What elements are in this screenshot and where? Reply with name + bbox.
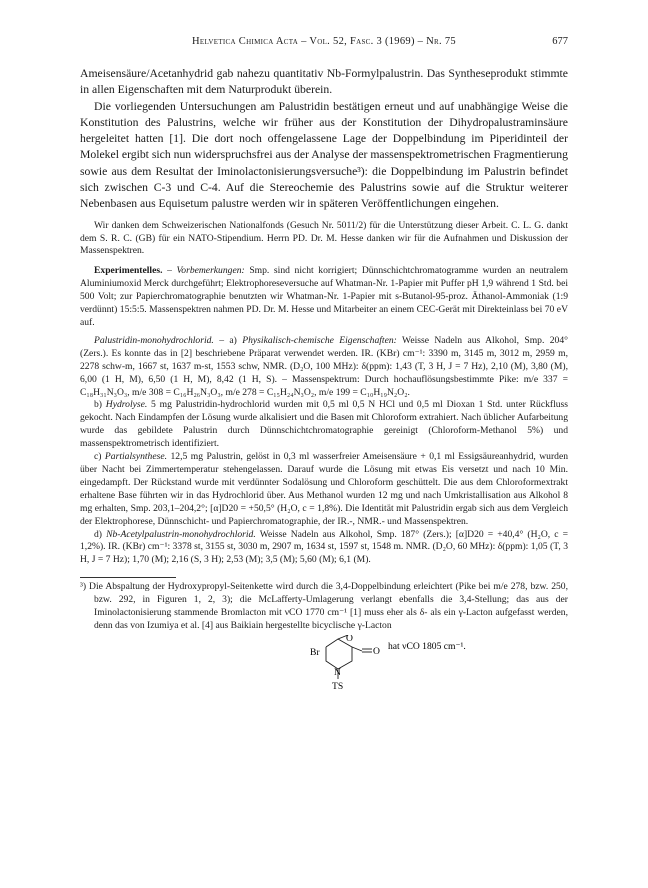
footnote [80, 581, 568, 633]
paragraph-1: Ameisensäure/Acetanhydrid gab nahezu quantitativ Nb-Formylpalustrin. Das Syntheseprodukt stimmte in allen Eigenschaften mit dem Naturprodukt überein. [80, 67, 568, 97]
section-sub-label: b) [94, 399, 102, 411]
experimental-heading: Experimentelles. [94, 265, 163, 277]
bromine-label: Br [310, 646, 320, 658]
acknowledgement: Wir danken dem Schweizerischen Nationalfonds (Gesuch Nr. 5011/2) für die Unterstützung dieser Arbeit. C. L. G. dankt dem S. R. C. (GB) für ein NATO-Stipendium. Herrn PD. Dr. M. Hesse danken wir für die Aufnahmen und Diskussion der Massenspektren. [80, 219, 568, 257]
section-sub-title: Nb-Acetylpalustrin-monohydrochlorid. [106, 528, 256, 540]
section-text: 12,5 mg Palustrin, gelöst in 0,3 ml wasserfreier Ameisensäure + 0,1 ml Essigsäureanhydrid, wurden über Nacht bei Zimmertemperatur stehengelassen. Darauf wurde die Lösung mit etwas Eis versetzt und nach 10 Min. eingedampft. Der Rückstand wurde mit verdünnter Sodalösung und Chloroform geschüttelt. Die aus dem Chloroformextrakt erhaltene Base führten wir in das Hydrochlorid über. Aus Methanol wurden 12 mg und nach Umkristallisation aus Alkohol 8 mg erhalten, Smp. 203,1–204,2°; [α]D20 = +50,5° (H₂O, c = 1,8%). Die Identität mit Palustridin ergab sich aus dem Vergleich der Elektrophorese, Dünnschicht- und Papierchromatographie, der IR.-, NMR.- und Massenspektren. [80, 451, 569, 527]
footnote-rule [80, 577, 176, 578]
bicyclic-lactone-structure [80, 635, 568, 695]
ring-oxygen-label: O [346, 634, 353, 644]
section-title: Palustridin-monohydrochlorid. [94, 334, 214, 346]
section-sub-label: c) [94, 451, 102, 463]
section-text: Weisse Nadeln aus Alkohol, Smp. 187° (Zers.); [α]D20 = +40,4° (H₂O, c = 1,2%). IR. (KBr) cm⁻¹: 3378 st, 3155 st, 3030 m, 2907 m, 1634 st, 1597 st, 1548 m. NMR. (D₂O, 60 MHz): δ(ppm): 1,05 (T, 3 H, J = 7 Hz); 1,70 (M); 2,16 (S, 3 H); 2,53 (M); 3,5 (M); 5,60 (M); 6,1 (M). [80, 528, 569, 566]
section-sub-title: Hydrolyse. [105, 399, 148, 411]
footnote-marker: ³) [80, 581, 87, 593]
section-text: 5 mg Palustridin-hydrochlorid wurden mit 0,5 ml 0,5 N HCl und 0,5 ml Dioxan 1 Std. unter Rückfluss gekocht. Nach Eindampfen der Lösung wurde alkalisiert und die Basen mit Chloroform extrahiert. Nach üblicher Aufarbeitung wurde das gebildete Palustrin durch Dünnschichtchromatographie gereinigt (Chloroform-Methanol 5%) und massenspektrometrisch identifiziert. [80, 399, 568, 450]
preliminary-label: Vorbemerkungen: [176, 265, 245, 277]
main-text [80, 66, 568, 213]
section-sub-label: d) [94, 528, 102, 540]
experimental-section [80, 265, 568, 567]
preliminary-text: Smp. sind nicht korrigiert; Dünnschichtchromatogramme wurden an neutralem Aluminiumoxid Merck durchgeführt; Elektrophoreseversuche auf Whatman-Nr. 1-Papier mit Puffer pH 1,9 während 1 Std. bei 500 Volt; zur Papierchromatographie benutzten wir Whatman-Nr. 1-Papier mit s-Butanol-95-proz. Äthanol-Ammoniak (1:9 verdünnt) 15:5:5. Massenspektren nahmen PD. Dr. M. Hesse und Mitarbeiter an einem CEC-Gerät mit Direkteinlass bei 70 eV auf. [80, 265, 568, 329]
lactone-structure-row [80, 635, 568, 695]
tosyl-label: TS [332, 680, 344, 692]
experimental-intro: Experimentelles. – Vorbemerkungen: Smp. sind nicht korrigiert; Dünnschichtchromatogramme wurden an neutralem Aluminiumoxid Merck durchgeführt; Elektrophoreseversuche auf Whatman-Nr. 1-Papier mit Puffer pH 1,9 während 1 Std. bei 500 Volt; zur Papierchromatographie benutzten wir Whatman-Nr. 1-Papier mit s-Butanol-95-proz. Äthanol-Ammoniak (1:9 verdünnt) 15:5:5. Massenspektren nahmen PD. Dr. M. Hesse und Mitarbeiter an einem CEC-Gerät mit Direkteinlass bei 70 eV auf. [80, 265, 568, 329]
section-sub-title: Partialsynthese. [104, 451, 168, 463]
footnote-tail: hat νCO 1805 cm⁻¹. [388, 640, 466, 652]
footnote-text: Die Abspaltung der Hydroxypropyl-Seitenkette wird durch die 3,4-Doppelbindung erleichtert (Pike bei m/e 278, bzw. 250, bzw. 292, in Figuren 1, 2, 3); die McLafferty-Umlagerung verlangt ebenfalls die 3,4-Stellung; das aus der Iminolactonisierung stammende Bromlacton mit νCO 1770 cm⁻¹ [1] muss eher als δ- als ein γ-Lacton aufgefasst werden, denn das von Izumiya et al. [4] aus Baikiain hergestellte bicyclische γ-Lacton [89, 581, 568, 631]
journal-title: Helvetica Chimica Acta – Vol. 52, Fasc. 3 (1969) – Nr. 75 [192, 36, 456, 47]
section-acetylpalustrin [80, 529, 568, 568]
running-header [80, 36, 568, 52]
nitrogen-label: N [334, 666, 341, 678]
acknowledgement-block [80, 220, 568, 259]
carbonyl-oxygen-label: O [373, 645, 380, 657]
section-sub-title: Physikalisch-chemische Eigenschaften: [242, 334, 397, 346]
section-partialsynthese [80, 451, 568, 528]
section-text: Weisse Nadeln aus Alkohol, Smp. 204° (Zers.). Es konnte das in [2] beschriebene Präparat verwendet werden. IR. (KBr) cm⁻¹: 3390 m, 3145 m, 3012 m, 2959 m, 2278 schw-m, 1667 st, 1637 m-st, 1553 schw, NMR. (D₂O, 100 MHz): δ(ppm): 1,43 (T, 3 H, J = 7 Hz), 2,10 (M), 3,80 (M), 6,00 (1 H, M), 6,50 (1 H, M), 8,42 (1 H, S). – Massenspektrum: Durch hochauflösungsbestimmte Pike: m/e 337 = C₁₈H₃₁N₃O₃, m/e 308 = C₁₆H₂₆N₃O₃, m/e 278 = C₁₅H₂₄N₃O₂, m/e 199 = C₁₀H₁₉N₂O₂. [80, 334, 568, 398]
journal-page [80, 36, 568, 695]
page-number: 677 [552, 36, 568, 47]
section-hydrolyse [80, 399, 568, 451]
paragraph-2: Die vorliegenden Untersuchungen am Palustridin bestätigen erneut und auf unabhängige Weise die Konstitution des Palustrins, welche wir früher aus der Konstitution der Dihydropalustraminsäure hergeleitet hatten [1]. Die dort noch offengelassene Lage der Doppelbindung im Piperidinteil der Molekel ergibt sich nun widerspruchsfrei aus der Analyse der massenspektrometrischen Fragmentierung sowie aus dem Resultat der Iminolactonisierungsversuche³): die Doppelbindung im Palustrin befindet sich zwischen C-3 und C-4. Auf die Stereochemie des Palustrins sowie auf die Struktur weiterer Nebenbasen aus Equisetum palustre werden wir in späteren Veröffentlichungen eingehen. [80, 99, 568, 211]
section-palustridin: Palustridin-monohydrochlorid. – a) Physikalisch-chemische Eigenschaften: Weisse Nadeln aus Alkohol, Smp. 204° (Zers.). Es konnte das in [2] beschriebene Präparat verwendet werden. IR. (KBr) cm⁻¹: 3390 m, 3145 m, 3012 m, 2959 m, 2278 schw-m, 1667 st, 1637 m-st, 1553 schw, NMR. (D₂O, 100 MHz): δ(ppm): 1,43 (T, 3 H, J = 7 Hz), 2,10 (M), 3,80 (M), 6,00 (1 H, M), 6,50 (1 H, M), 8,42 (1 H, S). – Massenspektrum: Durch hochauflösungsbestimmte Pike: m/e 337 = C₁₈H₃₁N₃O₃, m/e 308 = C₁₆H₂₆N₃O₃, m/e 278 = C₁₅H₂₄N₃O₂, m/e 199 = C₁₀H₁₉N₂O₂. [80, 334, 568, 398]
section-sub-label: a) [229, 334, 237, 346]
